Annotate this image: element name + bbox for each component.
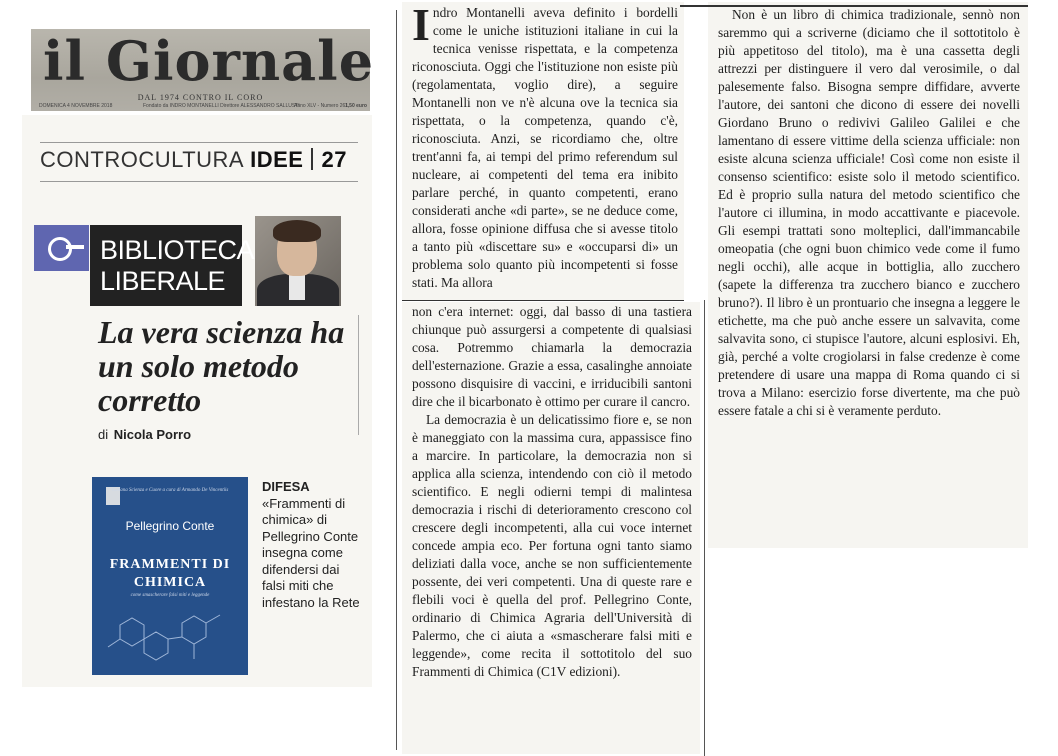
section-bar xyxy=(40,142,358,182)
clipping-border-middle xyxy=(704,300,705,756)
clipping-border-left xyxy=(396,10,397,750)
byline xyxy=(98,427,191,442)
masthead-meta xyxy=(39,103,367,110)
byline-prefix: di xyxy=(98,427,109,442)
paragraph: La democrazia è un delicatissimo fiore e, se non è maneggiato con la massima cura, appassisce fino a marcire. In particolare, la democrazia non si applica alla scienza, intendendo con ciò il metodo scientifico. E negli odierni tempi di malintesa democrazia i rischi di deterioramento crescono col crescere degli incompetenti, alla cui voce internet concede ampia eco. Per fortuna ogni tanto siamo deliziati dalla voce, anche se non sufficientemente possente, dei veri competenti. Una di queste rare e flebili voci è quella del prof. Pellegrino Conte, ordinario di Chimica Agraria dell'Università di Palermo, che ci aiuta a «smascherare falsi miti e leggende», come recita il sottotitolo del suo Frammenti di Chimica (C1V edizioni). xyxy=(412,412,692,679)
masthead-date: DOMENICA 4 NOVEMBRE 2018 xyxy=(39,103,113,109)
page-number: 27 xyxy=(321,147,347,172)
book-title-line-2: CHIMICA xyxy=(133,575,207,590)
byline-author: Nicola Porro xyxy=(113,427,192,442)
section-name: CONTROCULTURA xyxy=(40,147,245,172)
article-column-1 xyxy=(412,0,678,292)
rubric-line-1: BIBLIOTECA xyxy=(100,235,255,265)
rubric-label xyxy=(90,225,255,306)
masthead-subtitle: DAL 1974 CONTRO IL CORO xyxy=(137,93,264,102)
paragraph: non c'era internet: oggi, dal basso di una tastiera chiunque può assurgersi a competente di qualsiasi cosa. Potremmo chiamarla la democrazia dell'esternazione. Grazie a essa, casalinghe annoiate possono disquisire di vaccini, e irriducibili santoni dire che il bicarbonato è ottimo per curare il cancro. xyxy=(412,304,692,409)
rubric-logo-icon xyxy=(34,225,89,271)
molecule-icon xyxy=(100,605,240,669)
book-title-line-1: FRAMMENTI DI xyxy=(109,557,231,572)
book-tagline: come smascherare falsi miti e leggende xyxy=(130,593,210,598)
masthead-price: 1,50 euro xyxy=(345,103,367,109)
caption-title: DIFESA xyxy=(262,479,310,494)
column-1-text: ndro Montanelli aveva definito i bordelli come le uniche istituzioni italiane in cui la tecnica venisse rispettata, e la competenza riconosciuta. Oggi che l'istituzione non esiste più (regolamentata, voglio dire), a seguire Montanelli non ve n'è alcuna ove la tecnica sia rispettata, o la competenza, quando c'è, riconosciuta. Anzi, se ricordiamo che, oltre trent'anni fa, ai tempi del primo referendum sul nucleare, ai competenti del tema era inibito parlare perché, in quanto competenti, erano considerati anche «di parte», se ne deduce come, allora, fosse opinione diffusa che si avesse titolo a tanto più «discettare su» e «occuparsi di» un problema solo quanto più incompetenti si fosse stati. Ma allora xyxy=(412,5,678,290)
article-column-3: Non è un libro di chimica tradizionale, sennò non saremmo qui a scriverne (diciamo che il sottotitolo è più appetitoso del titolo), ma è una cassetta degli attrezzi per distinguere il vero dal verosimile, o dal palesemente falso. Bisogna sempre diffidare, avverte l'autore, dei santoni che dicono di essere dei novelli Giordano Bruno o redivivi Galileo Galilei e che lamentano di essere vittime della scienza ufficiale: non esiste alcuna scienza ufficiale! Così come non esiste il consenso scientifico: esiste solo il metodo scientifico. Ed è proprio sulla natura del metodo scientifico che l'autore ci illumina, in modo accattivante e piacevole. Gli esempi trattati sono molteplici, dall'immancabile omeopatia (che ogni buon chimico vede come il fumo negli occhi), alle acque in bottiglia, allo zucchero (sapete la differenza tra zucchero bianco e zucchero bruno?). Il libro è un prontuario che insegna a leggere le etichette, ma che può anche essere un salvavita, come salvavita sono, ci stupisce l'autore, alcuni esplosivi. Eh, già, perché a volte crogiolarsi in false credenze è come pretendere di usare una mappa di Roma quando ci si trova a Milano: esercizio forse divertente, ma che può essere fatale a chi si è veramente perduto. xyxy=(718,7,1020,418)
photo-caption xyxy=(262,479,366,611)
masthead-founder: Fondato da INDRO MONTANELLI Direttore ALESSANDRO SALLUSTI xyxy=(143,103,300,109)
article-headline: La vera scienza ha un solo metodo corretto xyxy=(98,314,345,418)
clipping-border-horizontal xyxy=(402,300,684,301)
article-header-clipping xyxy=(22,115,372,687)
column-divider xyxy=(358,315,359,435)
masthead-issue: Anno XLV - Numero 261 xyxy=(294,103,349,109)
masthead xyxy=(31,29,375,111)
caption-text: «Frammenti di chimica» di Pellegrino Conte insegna come difendersi dai falsi miti che infestano la Rete xyxy=(262,495,360,610)
book-author: Pellegrino Conte xyxy=(125,519,215,533)
section-separator xyxy=(311,148,313,170)
author-photo xyxy=(255,216,341,306)
article-column-2 xyxy=(412,303,692,681)
masthead-title: il Giornale xyxy=(43,29,375,93)
book-cover xyxy=(92,477,248,675)
section-sub: IDEE xyxy=(250,147,304,172)
book-series: Collana Scienza e Cuore a cura di Armando De Vincentiis xyxy=(111,488,229,493)
rubric-line-2: LIBERALE xyxy=(100,266,226,296)
drop-cap: I xyxy=(412,0,430,50)
